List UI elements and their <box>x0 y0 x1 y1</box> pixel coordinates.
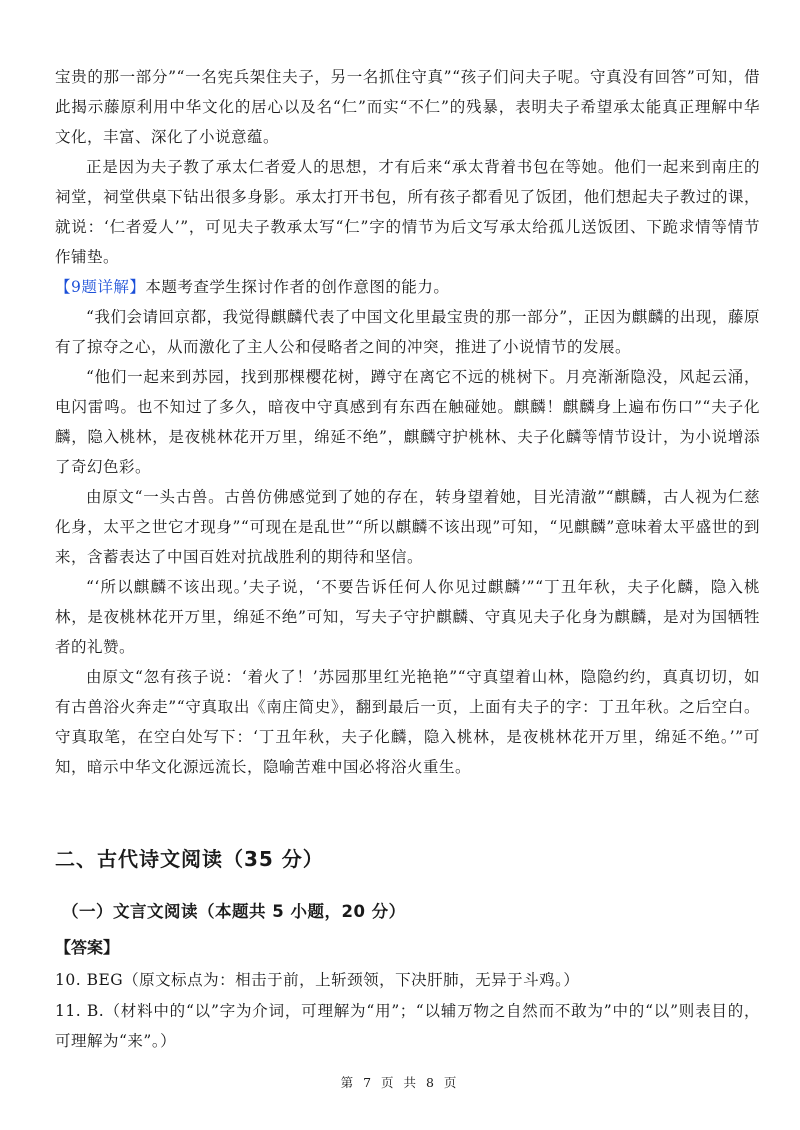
paragraph-fantasy-color: “他们一起来到苏园，找到那棵樱花树，蹲守在离它不远的桃树下。月亮渐渐隐没，风起云涌，电闪雷鸣。也不知过了多久，暗夜中守真感到有东西在触碰她。麒麟！麒麟身上遍布伤口”“夫子化麟，隐入桃林，是夜桃林花开万里，绵延不绝”，麒麟守护桃林、夫子化麟等情节设计，为小说增添了奇幻色彩。 <box>55 368 760 476</box>
answer-label: 【答案】 <box>55 938 120 957</box>
page-footer: 第 7 页 共 8 页 <box>340 1075 460 1090</box>
paragraph-rebirth: 由原文“忽有孩子说：‘着火了！’苏园那里红光艳艳”“守真望着山林，隐隐约约，真真切切，如有古兽浴火奔走”“守真取出《南庄简史》，翻到最后一页，上面有夫子的字：丁丑年秋。之后空白。守真取笔，在空白处写下：‘丁丑年秋，夫子化麟，隐入桃林，是夜桃林花开万里，绵延不绝。’”可知，暗示中华文化源远流长，隐喻苦难中国必将浴火重生。 <box>55 668 760 776</box>
answer-11: 11. B.（材料中的“以”字为介词，可理解为“用”；“以辅万物之自然而不敢为”中的“以”则表目的，可理解为“来”。） <box>55 1002 760 1050</box>
paragraph-peace-hope: 由原文“一头古兽。古兽仿佛感觉到了她的存在，转身望着她，目光清澈”“麒麟，古人视为仁慈化身，太平之世它才现身”“可现在是乱世”“所以麒麟不该出现”可知，“见麒麟”意味着太平盛世的到来，含蓄表达了中国百姓对抗战胜利的期待和坚信。 <box>55 488 760 566</box>
answer-10: 10. BEG（原文标点为：相击于前，上斩颈领，下决肝肺，无异于斗鸡。） <box>55 971 580 989</box>
question-9-explanation <box>55 272 760 302</box>
subsection-title: （一）文言文阅读（本题共 5 小题，20 分） <box>62 902 406 921</box>
section-title: 二、古代诗文阅读（35 分） <box>55 847 324 871</box>
paragraph-ren-foreshadowing: 正是因为夫子教了承太仁者爱人的思想，才有后来“承太背着书包在等她。他们一起来到南庄的祠堂，祠堂供桌下钻出很多身影。承太打开书包，所有孩子都看见了饭团，他们想起夫子教过的课，就说：‘仁者爱人’”，可见夫子教承太写“仁”字的情节为后文写承太给孤儿送饭团、下跪求情等情节作铺垫。 <box>55 158 760 266</box>
paragraph-continuation: 宝贵的那一部分”“一名宪兵架住夫子，另一名抓住守真”“孩子们问夫子呢。守真没有回答”可知，借此揭示藤原利用中华文化的居心以及名“仁”而实“不仁”的残暴，表明夫子希望承太能真正理解中华文化，丰富、深化了小说意蕴。 <box>55 68 760 146</box>
paragraph-tribute: “‘所以麒麟不该出现。’夫子说，‘不要告诉任何人你见过麒麟’”“丁丑年秋，夫子化麟，隐入桃林，是夜桃林花开万里，绵延不绝”可知，写夫子守护麒麟、守真见夫子化身为麒麟，是对为国牺牲者的礼赞。 <box>55 578 760 656</box>
question-9-label: 【9题详解】 <box>55 278 146 296</box>
paragraph-qilin-conflict: “我们会请回京都，我觉得麒麟代表了中国文化里最宝贵的那一部分”，正因为麒麟的出现，藤原有了掠夺之心，从而激化了主人公和侵略者之间的冲突，推进了小说情节的发展。 <box>55 308 760 356</box>
question-9-intro: 本题考查学生探讨作者的创作意图的能力。 <box>145 278 450 296</box>
